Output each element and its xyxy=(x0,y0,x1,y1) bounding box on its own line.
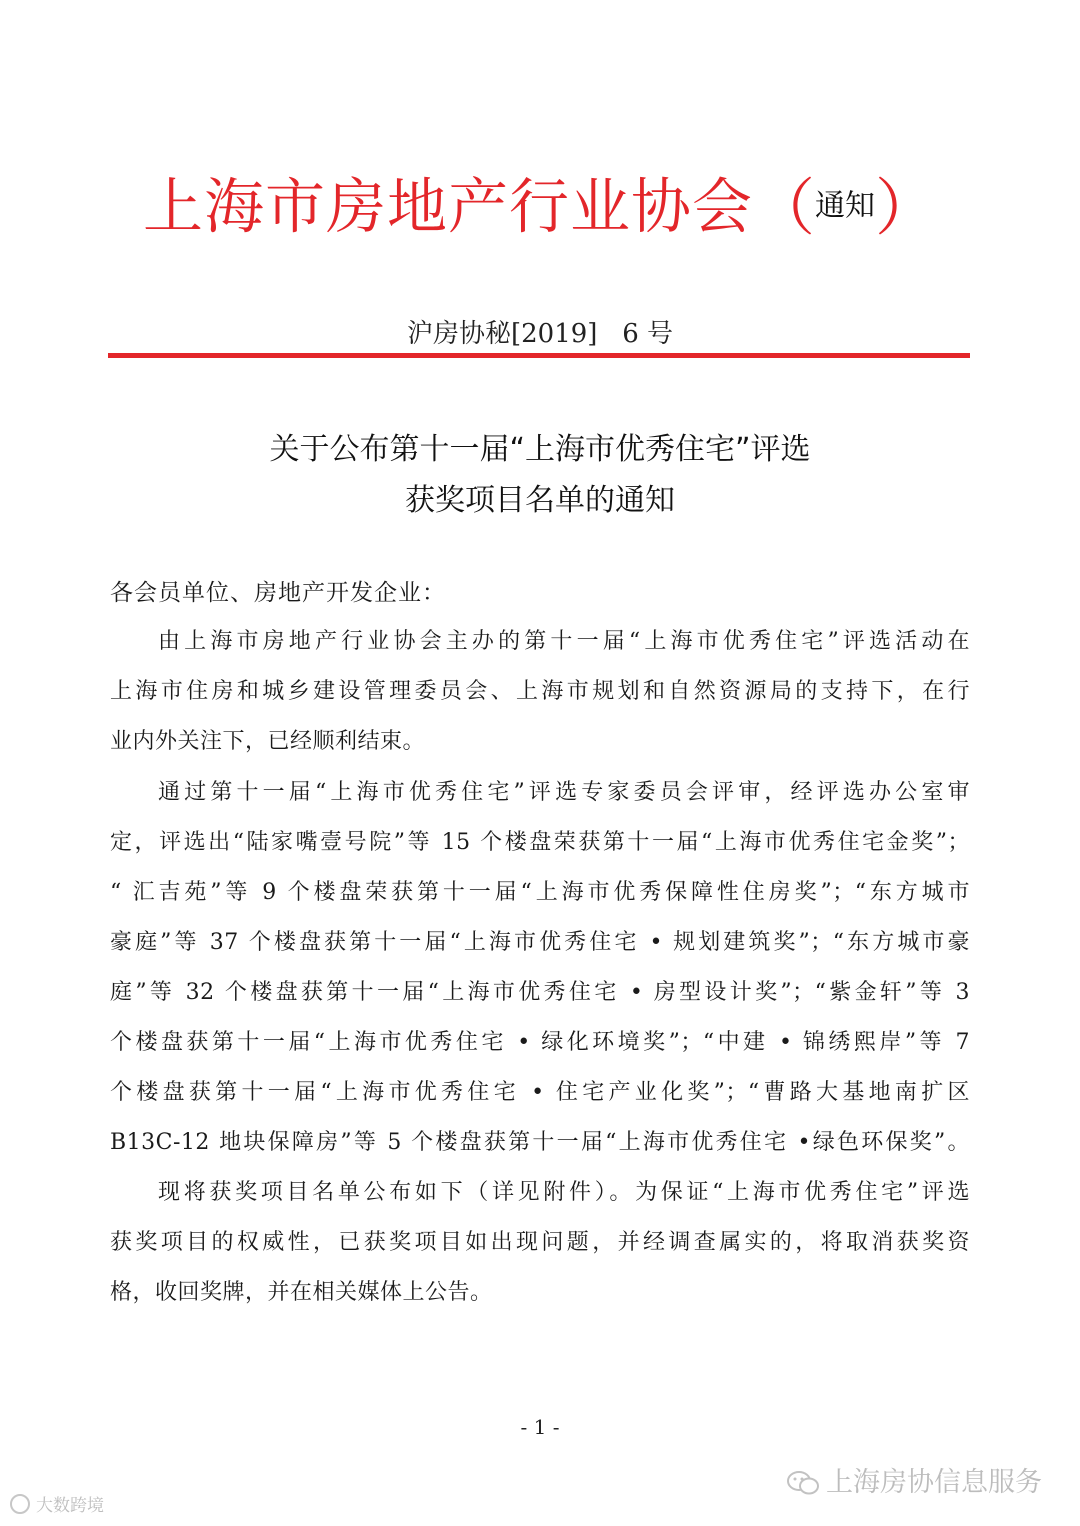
body-line: 个楼盘获第十一届“上海市优秀住宅 • 绿化环境奖”；“中建 • 锦绣熙岸”等 7 xyxy=(110,1030,970,1055)
body-line: 豪庭”等 37 个楼盘获第十一届“上海市优秀住宅 • 规划建筑奖”；“东方城市豪 xyxy=(110,930,970,955)
body-line: 现将获奖项目名单公布如下（详见附件）。为保证“上海市优秀住宅”评选 xyxy=(158,1180,970,1205)
watermark-left xyxy=(10,1491,104,1516)
body-line: 庭”等 32 个楼盘获第十一届“上海市优秀住宅 • 房型设计奖”；“紫金轩”等 3 xyxy=(110,980,970,1005)
watermark-left-text: 大数跨境 xyxy=(36,1496,104,1516)
page-number: - 1 - xyxy=(520,1415,560,1439)
body-line: 获奖项目的权威性，已获奖项目如出现问题，并经调查属实的，将取消获奖资 xyxy=(110,1230,970,1255)
org-title xyxy=(0,158,1080,247)
paren-open: （ xyxy=(752,171,815,244)
wechat-icon xyxy=(786,1469,820,1497)
body-line: B13C-12 地块保障房”等 5 个楼盘获第十一届“上海市优秀住宅 •绿色环保奖”。 xyxy=(110,1130,970,1155)
body-line: 格，收回奖牌，并在相关媒体上公告。 xyxy=(110,1280,493,1305)
body-line: 上海市住房和城乡建设管理委员会、上海市规划和自然资源局的支持下，在行 xyxy=(110,679,970,704)
watermark-right-text: 上海房协信息服务 xyxy=(826,1467,1042,1498)
body-line: “ 汇吉苑”等 9 个楼盘荣获第十一届“上海市优秀保障性住房奖”；“东方城市 xyxy=(110,880,970,905)
notice-title-line-2: 获奖项目名单的通知 xyxy=(405,483,675,518)
header-divider xyxy=(108,353,970,358)
body-line: 通过第十一届“上海市优秀住宅”评选专家委员会评审，经评选办公室审 xyxy=(158,780,970,805)
body-line: 个楼盘获第十一届“上海市优秀住宅 • 住宅产业化奖”；“曹路大基地南扩区 xyxy=(110,1080,970,1105)
paren-close: ） xyxy=(875,171,938,244)
notice-title-line-1: 关于公布第十一届“上海市优秀住宅”评选 xyxy=(269,432,811,467)
body-line: 由上海市房地产行业协会主办的第十一届“上海市优秀住宅”评选活动在 xyxy=(158,629,970,654)
document-number: 沪房协秘[2019] 6 号 xyxy=(406,319,674,349)
document-kind: 通知 xyxy=(815,188,875,224)
logo-ring-icon xyxy=(10,1494,30,1514)
body-line: 定，评选出“陆家嘴壹号院”等 15 个楼盘荣获第十一届“上海市优秀住宅金奖”； xyxy=(110,830,970,855)
body-line: 业内外关注下，已经顺利结束。 xyxy=(110,729,426,754)
watermark-right xyxy=(786,1460,1042,1499)
addressee: 各会员单位、房地产开发企业： xyxy=(110,580,446,606)
org-name: 上海市房地产行业协会 xyxy=(142,172,753,243)
